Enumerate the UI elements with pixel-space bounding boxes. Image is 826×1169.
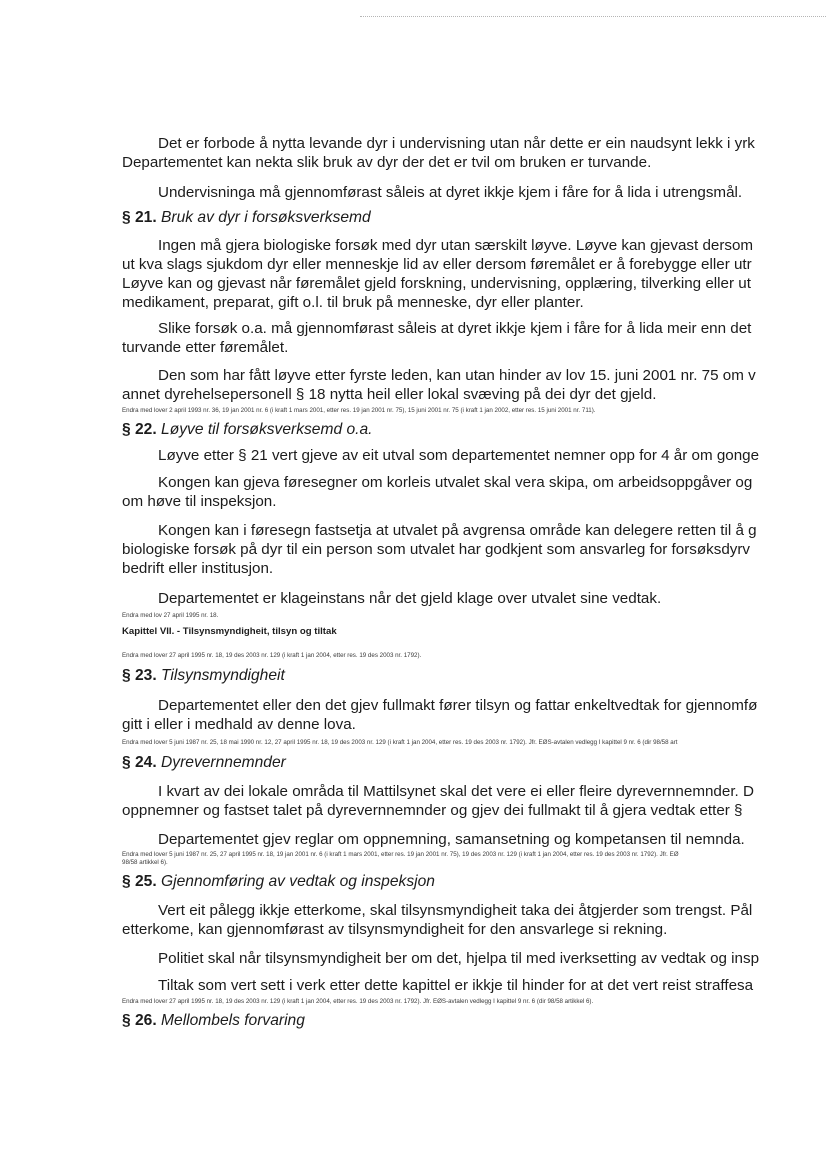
text-line: Tiltak som vert sett i verk etter dette kapittel er ikkje til hinder for at det vert reist straffesa xyxy=(158,977,754,994)
paragraph-22-3 xyxy=(122,521,826,578)
text-line: Departementet er klageinstans når det gjeld klage over utvalet sine vedtak. xyxy=(158,590,662,607)
text-line: I kvart av dei lokale områda til Mattilsynet skal det vere ei eller fleire dyrevernnemnder. D xyxy=(158,783,754,800)
paragraph-21-1 xyxy=(122,236,826,312)
section-heading-22 xyxy=(122,420,826,440)
text-line: bedrift eller institusjon. xyxy=(122,560,274,577)
note-line: Endra med lov 27 april 1995 nr. 18. xyxy=(122,612,219,619)
text-line: Løyve etter § 21 vert gjeve av eit utval som departementet nemner opp for 4 år om gonge xyxy=(158,447,760,464)
law-page xyxy=(122,134,826,1031)
paragraph-25-1 xyxy=(122,901,826,939)
text-line: Undervisninga må gjennomførast såleis at dyret ikkje kjem i fåre for å lida i utrengsmål. xyxy=(158,184,743,201)
section-title: Bruk av dyr i forsøksverksemd xyxy=(161,209,371,226)
text-line: Kongen kan i føresegn fastsetja at utvalet på avgrensa område kan delegere retten til å g xyxy=(158,522,757,539)
note-line: Endra med lover 27 april 1995 nr. 18, 19 des 2003 nr. 129 (i kraft 1 jan 2004, etter res. 19 des 2003 nr. 1792). Jfr. EØS-avtalen vedlegg I kapittel 9 nr. 6 (dir 98/58 artikkel 6). xyxy=(122,998,594,1005)
paragraph-25-2 xyxy=(122,949,826,968)
amendment-note xyxy=(122,612,826,620)
section-title: Dyrevernnemnder xyxy=(161,754,286,771)
text-line: Slike forsøk o.a. må gjennomførast såleis at dyret ikkje kjem i fåre for å lida meir enn det xyxy=(158,320,752,337)
text-line: Departementet eller den det gjev fullmakt fører tilsyn og fattar enkeltvedtak for gjennomfø xyxy=(158,697,758,714)
section-heading-26 xyxy=(122,1011,826,1031)
text-line: Det er forbode å nytta levande dyr i undervisning utan når dette er ein naudsynt lekk i yrk xyxy=(158,135,755,152)
section-title: Løyve til forsøksverksemd o.a. xyxy=(161,421,373,438)
text-line: Ingen må gjera biologiske forsøk med dyr utan særskilt løyve. Løyve kan gjevast dersom xyxy=(158,237,754,254)
scan-edge-line xyxy=(360,16,826,17)
section-number: § 22. xyxy=(122,421,157,438)
text-line: gitt i eller i medhald av denne lova. xyxy=(122,716,356,733)
text-line: Den som har fått løyve etter fyrste leden, kan utan hinder av lov 15. juni 2001 nr. 75 om v xyxy=(158,367,756,384)
paragraph-22-1 xyxy=(122,446,826,465)
text-line: Departementet kan nekta slik bruk av dyr der det er tvil om bruken er turvande. xyxy=(122,154,652,171)
text-line: medikament, preparat, gift o.l. til bruk på menneske, dyr eller planter. xyxy=(122,294,584,311)
section-heading-23 xyxy=(122,666,826,686)
text-line: Vert eit pålegg ikkje etterkome, skal tilsynsmyndigheit taka dei åtgjerder som trengst. Pål xyxy=(158,902,753,919)
paragraph-24-1 xyxy=(122,782,826,820)
text-line: Kongen kan gjeva føresegner om korleis utvalet skal vera skipa, om arbeidsoppgåver og xyxy=(158,474,753,491)
paragraph-21-2 xyxy=(122,319,826,357)
amendment-note xyxy=(122,652,826,660)
section-number: § 21. xyxy=(122,209,157,226)
text-line: etterkome, kan gjennomførast av tilsynsmyndigheit for den ansvarlege si rekning. xyxy=(122,921,668,938)
section-number: § 25. xyxy=(122,873,157,890)
amendment-note xyxy=(122,407,826,415)
text-line: annet dyrehelsepersonell § 18 nytta heil eller lokal svæving på dei dyr det gjeld. xyxy=(122,386,657,403)
paragraph-21-3 xyxy=(122,366,826,404)
note-line: Endra med lover 2 april 1993 nr. 36, 19 jan 2001 nr. 6 (i kraft 1 mars 2001, etter res. 19 jan 2001 nr. 75), 15 juni 2001 nr. 75 (i kraft 1 jan 2002, etter res. 15 juni 2001 nr. 711). xyxy=(122,407,596,414)
note-line: 98/58 artikkel 6). xyxy=(122,859,168,866)
text-line: Departementet gjev reglar om oppnemning, samansetning og kompetansen til nemnda. xyxy=(158,831,745,848)
text-line: Løyve kan og gjevast når føremålet gjeld forskning, undervisning, opplæring, tilverking eller ut xyxy=(122,275,751,292)
section-number: § 26. xyxy=(122,1012,157,1029)
text-line: biologiske forsøk på dyr til ein person som utvalet har godkjent som ansvarleg for forsøksdyrv xyxy=(122,541,751,558)
paragraph-23-1 xyxy=(122,696,826,734)
text-line: turvande etter føremålet. xyxy=(122,339,289,356)
chapter-heading: Kapittel VII. - Tilsynsmyndigheit, tilsyn og tiltak xyxy=(122,626,337,637)
amendment-note xyxy=(122,739,826,747)
section-number: § 24. xyxy=(122,754,157,771)
paragraph-undervisning xyxy=(122,134,826,172)
section-title: Tilsynsmyndigheit xyxy=(161,667,285,684)
section-title: Gjennomføring av vedtak og inspeksjon xyxy=(161,873,435,890)
text-line: om høve til inspeksjon. xyxy=(122,493,277,510)
paragraph-24-2 xyxy=(122,830,826,849)
paragraph-undervisning-2 xyxy=(122,183,826,202)
text-line: oppnemner og fastset talet på dyrevernnemnder og gjev dei fullmakt til å gjera vedtak etter § xyxy=(122,802,743,819)
amendment-note xyxy=(122,851,826,867)
section-title: Mellombels forvaring xyxy=(161,1012,305,1029)
section-heading-24 xyxy=(122,753,826,773)
paragraph-22-2 xyxy=(122,473,826,511)
section-heading-25 xyxy=(122,872,826,892)
note-line: Endra med lover 5 juni 1987 nr. 25, 27 april 1995 nr. 18, 19 jan 2001 nr. 6 (i kraft 1 mars 2001, etter res. 19 jan 2001 nr. 75), 19 des 2003 nr. 129 (i kraft 1 jan 2004, etter res. 19 des 2003 nr. 1792). Jfr. EØ xyxy=(122,851,679,858)
note-line: Endra med lover 5 juni 1987 nr. 25, 18 mai 1990 nr. 12, 27 april 1995 nr. 18, 19 des 2003 nr. 129 (i kraft 1 jan 2004, etter res. 19 des 2003 nr. 1792). Jfr. EØS-avtalen vedlegg I kapittel 9 nr. 6 (dir 98/58 art xyxy=(122,739,678,746)
section-heading-21 xyxy=(122,208,826,228)
note-line: Endra med lover 27 april 1995 nr. 18, 19 des 2003 nr. 129 (i kraft 1 jan 2004, etter res. 19 des 2003 nr. 1792). xyxy=(122,652,422,659)
paragraph-22-4 xyxy=(122,589,826,608)
text-line: Politiet skal når tilsynsmyndigheit ber om det, hjelpa til med iverksetting av vedtak og insp xyxy=(158,950,760,967)
section-number: § 23. xyxy=(122,667,157,684)
paragraph-25-3 xyxy=(122,976,826,995)
text-line: ut kva slags sjukdom dyr eller menneskje lid av eller dersom føremålet er å forebygge eller utr xyxy=(122,256,752,273)
amendment-note xyxy=(122,998,826,1006)
